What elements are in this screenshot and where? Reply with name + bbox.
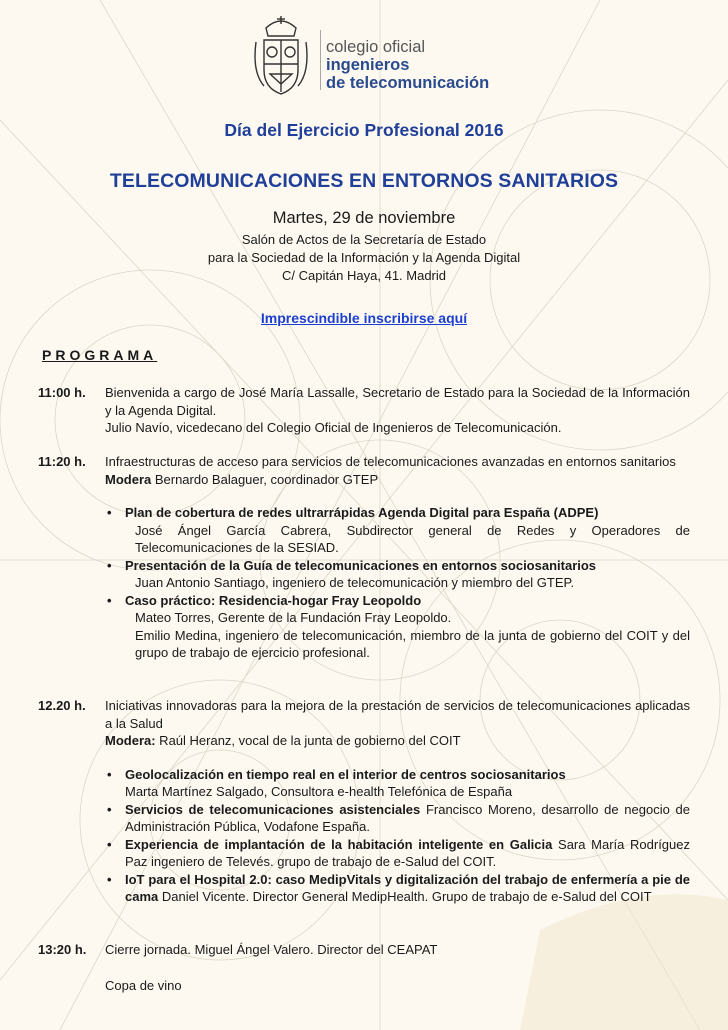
talk-speaker: Sara María Rodríguez Paz ingeniero de Televés. grupo de trabajo de e-Salud del COIT. bbox=[125, 836, 690, 869]
talk-title: Servicios de telecomunicaciones asistenciales bbox=[125, 801, 421, 817]
talk-speaker: José Ángel García Cabrera, Subdirector general de Redes y Operadores de Telecomunicaciones de la SESIAD. bbox=[135, 522, 690, 555]
program-heading: PROGRAMA bbox=[42, 347, 158, 363]
coat-of-arms-icon bbox=[250, 12, 312, 100]
event-title: Día del Ejercicio Profesional 2016 bbox=[224, 120, 504, 140]
talk-speaker: Daniel Vicente. Director General MedipHealth. Grupo de trabajo de e-Salud del COIT bbox=[158, 889, 652, 904]
talk-item bbox=[125, 871, 690, 906]
program-time: 11:20 h. bbox=[38, 454, 86, 469]
signup-link[interactable]: Imprescindible inscribirse aquí bbox=[260, 310, 468, 326]
program-text: Copa de vino bbox=[105, 977, 182, 993]
program-item bbox=[38, 697, 690, 906]
talk-title: IoT para el Hospital 2.0: caso MedipVitals y digitalización del trabajo de enfermería a pie de cama bbox=[125, 871, 690, 904]
talk-item bbox=[125, 801, 690, 836]
program-item bbox=[38, 941, 690, 994]
event-date: Martes, 29 de noviembre bbox=[272, 209, 456, 227]
program-text: Infraestructuras de acceso para servicios de telecomunicaciones avanzadas en entornos sanitarios bbox=[105, 454, 676, 469]
venue-line: Salón de Actos de la Secretaría de Estado bbox=[241, 232, 487, 247]
logo-wordmark bbox=[326, 38, 489, 92]
talk-title: Experiencia de implantación de la habitación inteligente en Galicia bbox=[125, 836, 553, 852]
logo-line-3: de telecomunicación bbox=[326, 74, 490, 92]
program-time: 12.20 h. bbox=[38, 698, 86, 713]
talk-title: Plan de cobertura de redes ultrarrápidas Agenda Digital para España (ADPE) bbox=[125, 505, 599, 520]
program-item bbox=[38, 453, 690, 662]
talk-title: Presentación de la Guía de telecomunicaciones en entornos sociosanitarios bbox=[125, 557, 597, 573]
program-item bbox=[38, 384, 690, 437]
program-text: Cierre jornada. Miguel Ángel Valero. Director del CEAPAT bbox=[105, 942, 438, 957]
talk-title: Caso práctico: Residencia-hogar Fray Leopoldo bbox=[125, 592, 422, 608]
venue-line: para la Sociedad de la Información y la Agenda Digital bbox=[207, 250, 521, 265]
logo-line-1: colegio oficial bbox=[326, 38, 426, 56]
talk-list bbox=[105, 504, 690, 662]
logo-line-2: ingenieros bbox=[326, 56, 410, 74]
talk-item bbox=[125, 592, 690, 662]
logo-divider bbox=[320, 30, 321, 90]
talk-speaker: Mateo Torres, Gerente de la Fundación Fray Leopoldo. bbox=[135, 610, 452, 625]
program-time: 13:20 h. bbox=[38, 942, 87, 957]
event-theme: TELECOMUNICACIONES EN ENTORNOS SANITARIOS bbox=[109, 170, 619, 192]
moderator-name: Raúl Heranz, vocal de la junta de gobierno del COIT bbox=[155, 733, 461, 748]
talk-item bbox=[125, 504, 690, 557]
event-venue bbox=[0, 231, 728, 285]
talk-item bbox=[125, 557, 690, 592]
talk-title: Geolocalización en tiempo real en el interior de centros sociosanitarios bbox=[125, 766, 566, 782]
talk-item bbox=[125, 836, 690, 871]
talk-speaker: Francisco Moreno, desarrollo de negocio de Administración Pública, Vodafone España. bbox=[125, 801, 690, 834]
moderator-label: Modera bbox=[105, 471, 152, 487]
moderator-line bbox=[105, 732, 690, 750]
venue-line: C/ Capitán Haya, 41. Madrid bbox=[281, 268, 447, 283]
program-text: Julio Navío, vicedecano del Colegio Oficial de Ingenieros de Telecomunicación. bbox=[105, 420, 562, 435]
moderator-label: Modera: bbox=[105, 733, 156, 748]
talk-speaker: Juan Antonio Santiago, ingeniero de telecomunicación y miembro del GTEP. bbox=[135, 575, 575, 590]
talk-speaker: Emilio Medina, ingeniero de telecomunicación, miembro de la junta de gobierno del COIT y del grupo de trabajo de ejercicio profesional. bbox=[135, 627, 690, 660]
program-text: Iniciativas innovadoras para la mejora de la prestación de servicios de telecomunicaciones aplicadas a la Salud bbox=[105, 698, 690, 731]
talk-speaker: Marta Martínez Salgado, Consultora e-health Telefónica de España bbox=[125, 784, 513, 799]
talk-list bbox=[105, 766, 690, 906]
program-time: 11:00 h. bbox=[38, 385, 86, 400]
moderator-name: Bernardo Balaguer, coordinador GTEP bbox=[151, 471, 379, 487]
moderator-line bbox=[105, 471, 690, 489]
coit-logo bbox=[250, 12, 510, 102]
program-text: Bienvenida a cargo de José María Lassalle, Secretario de Estado para la Sociedad de la Información y la Agenda Digital. bbox=[105, 385, 690, 418]
talk-item bbox=[125, 766, 690, 801]
